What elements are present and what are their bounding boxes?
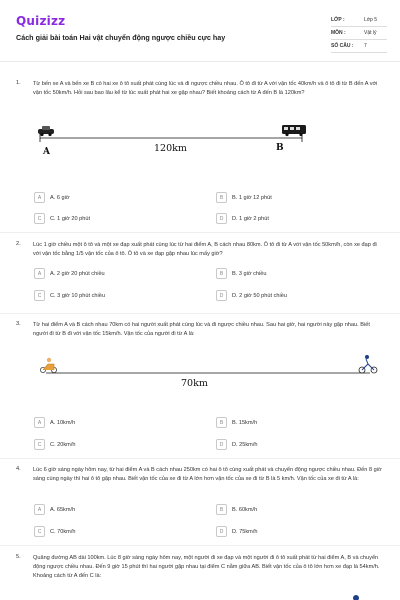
option-d[interactable] <box>216 213 269 224</box>
meta-subject-key: MÔN : <box>331 30 346 36</box>
option-text: A. 6 giờ <box>50 194 70 201</box>
option-d[interactable] <box>216 290 287 301</box>
option-text: C. 3 giờ 10 phút chiều <box>50 292 105 299</box>
cyclist-icon <box>359 355 377 373</box>
meta-subject <box>331 27 387 40</box>
option-text: D. 2 giờ 50 phút chiều <box>232 292 287 299</box>
option-letter: D <box>216 439 227 450</box>
option-letter: D <box>216 526 227 537</box>
option-c[interactable] <box>34 439 76 450</box>
option-letter: D <box>216 213 227 224</box>
option-text: D. 75km/h <box>232 528 258 535</box>
header-divider <box>0 61 400 62</box>
question-2 <box>16 241 388 311</box>
option-text: B. 60km/h <box>232 506 258 513</box>
option-letter: A <box>34 417 45 428</box>
option-letter: A <box>34 192 45 203</box>
question-text: Lúc 6 giờ sáng ngày hôm nay, từ hai điểm A và B cách nhau 250km có hai ô tô cùng xuất phát và chuyển động ngược chiều nhau. Đến 8 giờ sáng cùng ngày thì hai ô tô gặp nhau. Biết vận tốc của xe đi từ A lớn hơn vận tốc của xe đi từ B là 5 km/h. Vận tốc của xe đi từ A là: <box>33 467 382 482</box>
meta-question-count <box>331 40 387 53</box>
meta-subject-value: Vật lý <box>364 30 377 36</box>
quizizz-logo: Quizizz <box>16 14 66 28</box>
option-letter: B <box>216 192 227 203</box>
option-c[interactable] <box>34 213 90 224</box>
meta-count-key: SỐ CÂU : <box>331 43 354 49</box>
bus-icon <box>282 125 306 136</box>
option-text: B. 3 giờ chiều <box>232 270 267 277</box>
option-text: B. 1 giờ 12 phút <box>232 194 272 201</box>
option-d[interactable] <box>216 526 258 537</box>
option-c[interactable] <box>34 526 76 537</box>
question-number: 3. <box>16 321 21 327</box>
option-a[interactable] <box>34 192 70 203</box>
q1-point-a: A <box>43 147 50 157</box>
option-letter: B <box>216 268 227 279</box>
question-text: Từ hai điểm A và B cách nhau 70km có hai người xuất phát cùng lúc và đi ngược chiều nhau. Sau hai giờ, hai người này gặp nhau. Biết người đi từ B đi với vận tốc 15km/h. Vận tốc của người đi từ A là: <box>33 322 370 337</box>
car-icon <box>38 126 54 136</box>
q3-distance: 70km <box>181 378 208 389</box>
question-divider <box>0 313 400 314</box>
question-5 <box>16 554 388 600</box>
option-a[interactable] <box>34 417 75 428</box>
option-text: C. 70km/h <box>50 528 76 535</box>
cyclist-icon <box>336 592 376 600</box>
option-b[interactable] <box>216 504 257 515</box>
option-letter: B <box>216 504 227 515</box>
question-number: 2. <box>16 241 21 247</box>
option-letter: D <box>216 290 227 301</box>
option-letter: C <box>34 290 45 301</box>
option-b[interactable] <box>216 268 266 279</box>
q3-figure <box>16 351 388 381</box>
question-number: 4. <box>16 466 21 472</box>
option-letter: A <box>34 504 45 515</box>
document-title: Cách giải bài toán Hai vật chuyển động ngược chiều cực hay <box>16 33 226 42</box>
option-text: A. 65km/h <box>50 506 76 513</box>
option-a[interactable] <box>34 504 75 515</box>
meta-grade-value: Lớp 5 <box>364 17 378 23</box>
option-a[interactable] <box>34 268 105 279</box>
option-letter: A <box>34 268 45 279</box>
option-b[interactable] <box>216 192 272 203</box>
meta-count-value: 7 <box>364 43 367 49</box>
option-text: A. 10km/h <box>50 419 76 426</box>
option-letter: C <box>34 526 45 537</box>
option-d[interactable] <box>216 439 258 450</box>
option-c[interactable] <box>34 290 105 301</box>
question-divider <box>0 458 400 459</box>
q1-distance: 120km <box>154 143 187 154</box>
q1-point-b: B <box>276 143 284 153</box>
option-letter: B <box>216 417 227 428</box>
question-4 <box>16 466 388 542</box>
option-text: C. 1 giờ 20 phút <box>50 215 91 222</box>
question-divider <box>0 232 400 233</box>
option-letter: C <box>34 439 45 450</box>
question-3 <box>16 321 388 456</box>
question-1 <box>16 80 388 230</box>
question-text: Lúc 1 giờ chiều một ô tô và một xe đạp xuất phát cùng lúc từ hai điểm A, B cách nhau 80km. Ô tô đi từ A với vận tốc 50km/h, còn xe đạp đi với vận tốc bằng 1/5 vận tốc của ô tô. Ô tô và xe đạp gặp nhau lúc mấy giờ? <box>33 242 377 257</box>
option-text: C. 20km/h <box>50 441 76 448</box>
question-text: Quãng đường AB dài 100km. Lúc 8 giờ sáng ngày hôm nay, một người đi xe đạp và một người đi ô tô xuất phát từ hai điểm A, B và chuyển động ngược chiều nhau. Đến 9 giờ 15 phút thì hai người gặp nhau tại điểm C nằm giữa AB. Biết vận tốc của ô tô lớn hơn xe đạp là 54km/h. Khoảng cách từ A đến C là: <box>33 555 380 579</box>
meta-grade-key: LỚP : <box>331 17 345 23</box>
option-b[interactable] <box>216 417 257 428</box>
option-letter: C <box>34 213 45 224</box>
question-text: Từ bến xe A và bến xe B có hai xe ô tô xuất phát cùng lúc và đi ngược chiều nhau. Ô tô đi từ A với vận tốc 40km/h và ô tô đi từ B đến A với vận tốc 50km/h. Hỏi sau bao lâu kể từ lúc xuất phát hai xe gặp nhau? Biết khoảng cách từ A đến B là 120km? <box>33 81 378 96</box>
question-number: 5. <box>16 554 21 560</box>
option-text: B. 15km/h <box>232 419 258 426</box>
option-text: D. 25km/h <box>232 441 258 448</box>
meta-grade <box>331 14 387 27</box>
option-text: A. 2 giờ 20 phút chiều <box>50 270 105 277</box>
question-divider <box>0 545 400 546</box>
worksheet-meta <box>331 14 387 53</box>
scooter-icon <box>40 358 56 373</box>
option-text: D. 1 giờ 2 phút <box>232 215 269 222</box>
question-number: 1. <box>16 80 21 86</box>
